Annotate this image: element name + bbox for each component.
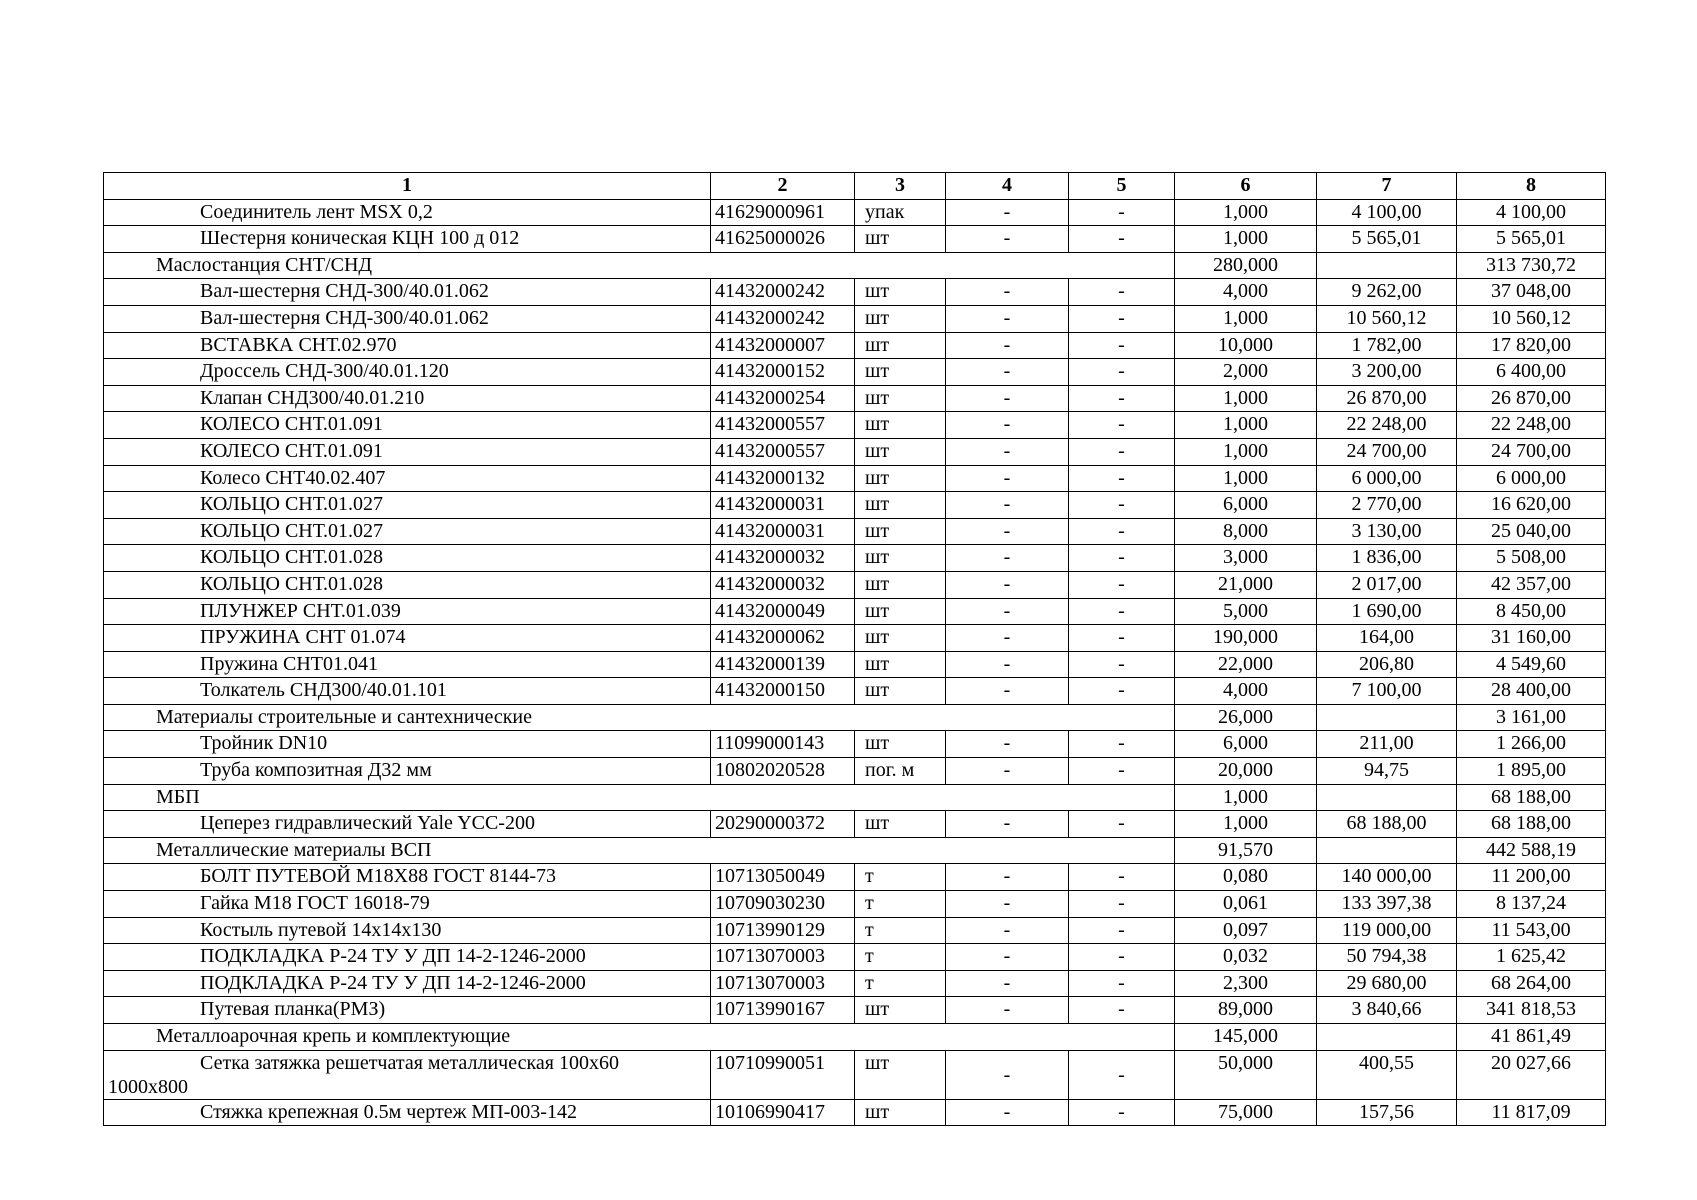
item-code: 10802020528 <box>711 758 855 785</box>
group-row <box>104 837 1606 864</box>
item-col4: - <box>946 651 1069 678</box>
item-unit: шт <box>855 305 946 332</box>
group-sum: 68 188,00 <box>1457 784 1606 811</box>
item-col5: - <box>1069 917 1175 944</box>
table-row <box>104 1099 1606 1126</box>
item-quantity: 22,000 <box>1175 651 1317 678</box>
table-row <box>104 811 1606 838</box>
group-sum: 313 730,72 <box>1457 252 1606 279</box>
item-name: БОЛТ ПУТЕВОЙ М18Х88 ГОСТ 8144-73 <box>104 864 711 891</box>
item-col4: - <box>946 359 1069 386</box>
table-row <box>104 598 1606 625</box>
item-code: 41432000557 <box>711 438 855 465</box>
item-sum: 341 818,53 <box>1457 997 1606 1024</box>
item-quantity: 0,061 <box>1175 891 1317 918</box>
item-quantity: 1,000 <box>1175 811 1317 838</box>
item-col4: - <box>946 758 1069 785</box>
item-unit: шт <box>855 438 946 465</box>
item-sum: 11 200,00 <box>1457 864 1606 891</box>
item-name: ПОДКЛАДКА Р-24 ТУ У ДП 14-2-1246-2000 <box>104 944 711 971</box>
group-quantity: 145,000 <box>1175 1024 1317 1051</box>
item-sum: 1 895,00 <box>1457 758 1606 785</box>
item-name: Толкатель СНД300/40.01.101 <box>104 678 711 705</box>
item-col5: - <box>1069 279 1175 306</box>
item-col5: - <box>1069 385 1175 412</box>
item-name: Стяжка крепежная 0.5м чертеж МП-003-142 <box>104 1099 711 1126</box>
item-quantity: 8,000 <box>1175 518 1317 545</box>
item-unit: пог. м <box>855 758 946 785</box>
item-col5: - <box>1069 598 1175 625</box>
item-quantity: 1,000 <box>1175 305 1317 332</box>
item-name: Дроссель СНД-300/40.01.120 <box>104 359 711 386</box>
item-quantity: 2,000 <box>1175 359 1317 386</box>
item-name: Колесо СНТ40.02.407 <box>104 465 711 492</box>
item-quantity: 190,000 <box>1175 625 1317 652</box>
item-code: 41432000032 <box>711 571 855 598</box>
item-unit: т <box>855 970 946 997</box>
item-sum: 20 027,66 <box>1457 1050 1606 1099</box>
item-price: 24 700,00 <box>1317 438 1457 465</box>
item-col5: - <box>1069 944 1175 971</box>
item-unit: шт <box>855 571 946 598</box>
item-name-line1: Сетка затяжка решетчатая металлическая 100х60 <box>200 1051 619 1074</box>
item-quantity: 0,097 <box>1175 917 1317 944</box>
group-row <box>104 784 1606 811</box>
item-sum: 37 048,00 <box>1457 279 1606 306</box>
item-col5: - <box>1069 412 1175 439</box>
item-price: 26 870,00 <box>1317 385 1457 412</box>
header-row <box>104 173 1606 200</box>
column-header: 4 <box>946 173 1069 200</box>
item-sum: 24 700,00 <box>1457 438 1606 465</box>
item-unit: т <box>855 891 946 918</box>
item-name: Вал-шестерня СНД-300/40.01.062 <box>104 279 711 306</box>
item-unit: шт <box>855 412 946 439</box>
group-name: Материалы строительные и сантехнические <box>104 704 1175 731</box>
item-unit: шт <box>855 518 946 545</box>
table-row <box>104 651 1606 678</box>
item-code: 41432000152 <box>711 359 855 386</box>
item-name: Цеперез гидравлический Yale YCC-200 <box>104 811 711 838</box>
item-quantity: 1,000 <box>1175 385 1317 412</box>
item-code: 41432000150 <box>711 678 855 705</box>
item-price: 400,55 <box>1317 1050 1457 1099</box>
item-sum: 4 549,60 <box>1457 651 1606 678</box>
item-price: 3 200,00 <box>1317 359 1457 386</box>
item-unit: шт <box>855 811 946 838</box>
item-unit: шт <box>855 997 946 1024</box>
item-sum: 28 400,00 <box>1457 678 1606 705</box>
item-quantity: 1,000 <box>1175 226 1317 253</box>
item-sum: 5 565,01 <box>1457 226 1606 253</box>
group-row <box>104 704 1606 731</box>
item-name: Труба композитная Д32 мм <box>104 758 711 785</box>
item-col5: - <box>1069 332 1175 359</box>
item-price: 1 836,00 <box>1317 545 1457 572</box>
item-code: 10713070003 <box>711 944 855 971</box>
item-code: 41629000961 <box>711 199 855 226</box>
item-col5: - <box>1069 651 1175 678</box>
item-unit: шт <box>855 1099 946 1126</box>
item-sum: 4 100,00 <box>1457 199 1606 226</box>
item-col4: - <box>946 545 1069 572</box>
item-col4: - <box>946 625 1069 652</box>
item-col5: - <box>1069 970 1175 997</box>
item-unit: шт <box>855 385 946 412</box>
item-col4: - <box>946 492 1069 519</box>
item-sum: 11 543,00 <box>1457 917 1606 944</box>
group-row <box>104 1024 1606 1051</box>
item-name <box>104 1050 711 1099</box>
column-header: 3 <box>855 173 946 200</box>
table-row <box>104 545 1606 572</box>
column-header: 1 <box>104 173 711 200</box>
item-quantity: 3,000 <box>1175 545 1317 572</box>
item-code: 41432000031 <box>711 492 855 519</box>
item-name: Гайка М18 ГОСТ 16018-79 <box>104 891 711 918</box>
item-price: 9 262,00 <box>1317 279 1457 306</box>
item-price: 7 100,00 <box>1317 678 1457 705</box>
column-header: 2 <box>711 173 855 200</box>
item-sum: 68 188,00 <box>1457 811 1606 838</box>
item-name: ВСТАВКА СНТ.02.970 <box>104 332 711 359</box>
table-row <box>104 412 1606 439</box>
item-unit: шт <box>855 332 946 359</box>
item-sum: 8 450,00 <box>1457 598 1606 625</box>
group-name: Металлические материалы ВСП <box>104 837 1175 864</box>
table-row <box>104 970 1606 997</box>
table-row <box>104 305 1606 332</box>
group-row <box>104 252 1606 279</box>
item-price: 6 000,00 <box>1317 465 1457 492</box>
item-sum: 6 000,00 <box>1457 465 1606 492</box>
item-code: 10106990417 <box>711 1099 855 1126</box>
item-unit: шт <box>855 598 946 625</box>
item-unit: упак <box>855 199 946 226</box>
item-quantity: 10,000 <box>1175 332 1317 359</box>
item-price: 157,56 <box>1317 1099 1457 1126</box>
group-name: Маслостанция СНТ/СНД <box>104 252 1175 279</box>
item-col5: - <box>1069 731 1175 758</box>
item-col4: - <box>946 385 1069 412</box>
item-unit: шт <box>855 492 946 519</box>
item-name: Вал-шестерня СНД-300/40.01.062 <box>104 305 711 332</box>
item-col5: - <box>1069 465 1175 492</box>
item-quantity: 4,000 <box>1175 678 1317 705</box>
item-code: 41432000032 <box>711 545 855 572</box>
item-sum: 8 137,24 <box>1457 891 1606 918</box>
item-col4: - <box>946 226 1069 253</box>
item-sum: 42 357,00 <box>1457 571 1606 598</box>
item-col5: - <box>1069 891 1175 918</box>
item-quantity: 50,000 <box>1175 1050 1317 1099</box>
column-header: 5 <box>1069 173 1175 200</box>
item-unit: шт <box>855 545 946 572</box>
item-unit: шт <box>855 651 946 678</box>
item-code: 11099000143 <box>711 731 855 758</box>
item-code: 41432000049 <box>711 598 855 625</box>
item-unit: т <box>855 944 946 971</box>
item-col4: - <box>946 279 1069 306</box>
item-col5: - <box>1069 864 1175 891</box>
item-quantity: 0,080 <box>1175 864 1317 891</box>
item-code: 41432000254 <box>711 385 855 412</box>
table-row <box>104 864 1606 891</box>
item-code: 10713070003 <box>711 970 855 997</box>
group-quantity: 280,000 <box>1175 252 1317 279</box>
item-col4: - <box>946 412 1069 439</box>
item-col4: - <box>946 598 1069 625</box>
item-col5: - <box>1069 305 1175 332</box>
item-name: Клапан СНД300/40.01.210 <box>104 385 711 412</box>
item-price: 206,80 <box>1317 651 1457 678</box>
item-code: 41432000139 <box>711 651 855 678</box>
item-col4: - <box>946 305 1069 332</box>
item-sum: 31 160,00 <box>1457 625 1606 652</box>
item-price: 2 017,00 <box>1317 571 1457 598</box>
item-col4: - <box>946 891 1069 918</box>
item-col4: - <box>946 465 1069 492</box>
item-name: ПОДКЛАДКА Р-24 ТУ У ДП 14-2-1246-2000 <box>104 970 711 997</box>
table-row <box>104 917 1606 944</box>
item-sum: 17 820,00 <box>1457 332 1606 359</box>
table-row <box>104 359 1606 386</box>
group-quantity: 26,000 <box>1175 704 1317 731</box>
item-col4: - <box>946 199 1069 226</box>
item-name: Пружина СНТ01.041 <box>104 651 711 678</box>
item-name: КОЛЬЦО СНТ.01.028 <box>104 545 711 572</box>
item-sum: 22 248,00 <box>1457 412 1606 439</box>
item-price: 5 565,01 <box>1317 226 1457 253</box>
item-col4: - <box>946 731 1069 758</box>
item-unit: шт <box>855 678 946 705</box>
item-price: 68 188,00 <box>1317 811 1457 838</box>
item-unit: шт <box>855 731 946 758</box>
item-quantity: 6,000 <box>1175 492 1317 519</box>
item-col5: - <box>1069 438 1175 465</box>
item-col5: - <box>1069 518 1175 545</box>
item-price: 94,75 <box>1317 758 1457 785</box>
item-code: 41432000242 <box>711 279 855 306</box>
table-row <box>104 492 1606 519</box>
item-code: 41432000557 <box>711 412 855 439</box>
item-code: 10713990129 <box>711 917 855 944</box>
item-price: 29 680,00 <box>1317 970 1457 997</box>
group-sum: 3 161,00 <box>1457 704 1606 731</box>
item-name: ПРУЖИНА СНТ 01.074 <box>104 625 711 652</box>
item-col4: - <box>946 1099 1069 1126</box>
column-header: 6 <box>1175 173 1317 200</box>
item-sum: 6 400,00 <box>1457 359 1606 386</box>
item-price: 133 397,38 <box>1317 891 1457 918</box>
item-sum: 11 817,09 <box>1457 1099 1606 1126</box>
item-col4: - <box>946 970 1069 997</box>
item-price: 3 840,66 <box>1317 997 1457 1024</box>
table-row <box>104 199 1606 226</box>
item-col5: - <box>1069 359 1175 386</box>
item-quantity: 89,000 <box>1175 997 1317 1024</box>
item-code: 41432000242 <box>711 305 855 332</box>
item-price: 164,00 <box>1317 625 1457 652</box>
item-unit: шт <box>855 1050 946 1099</box>
item-price: 3 130,00 <box>1317 518 1457 545</box>
item-quantity: 1,000 <box>1175 438 1317 465</box>
item-col5: - <box>1069 758 1175 785</box>
item-code: 20290000372 <box>711 811 855 838</box>
item-col4: - <box>946 997 1069 1024</box>
item-col4: - <box>946 864 1069 891</box>
table-row <box>104 332 1606 359</box>
item-unit: шт <box>855 465 946 492</box>
column-header: 8 <box>1457 173 1606 200</box>
item-code: 41432000132 <box>711 465 855 492</box>
item-price: 119 000,00 <box>1317 917 1457 944</box>
table-row <box>104 758 1606 785</box>
item-sum: 68 264,00 <box>1457 970 1606 997</box>
table-row <box>104 1050 1606 1099</box>
item-unit: шт <box>855 359 946 386</box>
item-name: Путевая планка(РМЗ) <box>104 997 711 1024</box>
item-price: 140 000,00 <box>1317 864 1457 891</box>
item-col5: - <box>1069 545 1175 572</box>
table-row <box>104 571 1606 598</box>
item-col5: - <box>1069 997 1175 1024</box>
item-price: 10 560,12 <box>1317 305 1457 332</box>
materials-table <box>103 172 1606 1126</box>
item-name: КОЛЬЦО СНТ.01.027 <box>104 518 711 545</box>
item-code: 41432000031 <box>711 518 855 545</box>
group-sum: 442 588,19 <box>1457 837 1606 864</box>
item-name: КОЛЬЦО СНТ.01.027 <box>104 492 711 519</box>
item-col5: - <box>1069 226 1175 253</box>
item-name-line2: 1000х800 <box>108 1075 188 1098</box>
item-unit: шт <box>855 279 946 306</box>
table-row <box>104 731 1606 758</box>
item-name: Соединитель лент MSX 0,2 <box>104 199 711 226</box>
group-name: Металлоарочная крепь и комплектующие <box>104 1024 1175 1051</box>
item-col4: - <box>946 332 1069 359</box>
item-code: 10713050049 <box>711 864 855 891</box>
item-sum: 1 266,00 <box>1457 731 1606 758</box>
item-code: 41625000026 <box>711 226 855 253</box>
item-col4: - <box>946 438 1069 465</box>
table-body <box>104 199 1606 1126</box>
table-row <box>104 385 1606 412</box>
column-header: 7 <box>1317 173 1457 200</box>
item-code: 41432000062 <box>711 625 855 652</box>
item-quantity: 2,300 <box>1175 970 1317 997</box>
item-col4: - <box>946 944 1069 971</box>
item-col4: - <box>946 518 1069 545</box>
item-col4: - <box>946 1050 1069 1099</box>
item-quantity: 1,000 <box>1175 199 1317 226</box>
table-row <box>104 518 1606 545</box>
item-name: Шестерня коническая КЦН 100 д 012 <box>104 226 711 253</box>
table-row <box>104 891 1606 918</box>
item-col5: - <box>1069 571 1175 598</box>
item-price: 1 782,00 <box>1317 332 1457 359</box>
table-row <box>104 944 1606 971</box>
item-col5: - <box>1069 678 1175 705</box>
item-col4: - <box>946 571 1069 598</box>
item-code: 10710990051 <box>711 1050 855 1099</box>
item-code: 41432000007 <box>711 332 855 359</box>
table-row <box>104 678 1606 705</box>
item-quantity: 75,000 <box>1175 1099 1317 1126</box>
table-row <box>104 438 1606 465</box>
group-price <box>1317 784 1457 811</box>
item-col5: - <box>1069 199 1175 226</box>
group-name: МБП <box>104 784 1175 811</box>
item-quantity: 6,000 <box>1175 731 1317 758</box>
item-quantity: 21,000 <box>1175 571 1317 598</box>
group-sum: 41 861,49 <box>1457 1024 1606 1051</box>
item-price: 2 770,00 <box>1317 492 1457 519</box>
item-name: КОЛЕСО СНТ.01.091 <box>104 412 711 439</box>
item-price: 50 794,38 <box>1317 944 1457 971</box>
item-price: 211,00 <box>1317 731 1457 758</box>
item-name: Костыль путевой 14х14х130 <box>104 917 711 944</box>
group-price <box>1317 1024 1457 1051</box>
item-sum: 16 620,00 <box>1457 492 1606 519</box>
item-quantity: 1,000 <box>1175 465 1317 492</box>
item-name: ПЛУНЖЕР СНТ.01.039 <box>104 598 711 625</box>
item-quantity: 0,032 <box>1175 944 1317 971</box>
item-unit: т <box>855 864 946 891</box>
item-sum: 5 508,00 <box>1457 545 1606 572</box>
item-col5: - <box>1069 811 1175 838</box>
table-row <box>104 279 1606 306</box>
item-price: 22 248,00 <box>1317 412 1457 439</box>
item-quantity: 5,000 <box>1175 598 1317 625</box>
table-row <box>104 997 1606 1024</box>
table-row <box>104 465 1606 492</box>
item-sum: 25 040,00 <box>1457 518 1606 545</box>
item-unit: шт <box>855 226 946 253</box>
item-quantity: 20,000 <box>1175 758 1317 785</box>
item-col4: - <box>946 811 1069 838</box>
group-price <box>1317 252 1457 279</box>
item-quantity: 1,000 <box>1175 412 1317 439</box>
group-quantity: 1,000 <box>1175 784 1317 811</box>
item-col5: - <box>1069 625 1175 652</box>
item-quantity: 4,000 <box>1175 279 1317 306</box>
item-col5: - <box>1069 1050 1175 1099</box>
item-name: Тройник DN10 <box>104 731 711 758</box>
item-code: 10713990167 <box>711 997 855 1024</box>
table-row <box>104 625 1606 652</box>
item-name: КОЛЬЦО СНТ.01.028 <box>104 571 711 598</box>
group-quantity: 91,570 <box>1175 837 1317 864</box>
item-price: 1 690,00 <box>1317 598 1457 625</box>
item-col4: - <box>946 678 1069 705</box>
table-row <box>104 226 1606 253</box>
item-unit: т <box>855 917 946 944</box>
item-sum: 10 560,12 <box>1457 305 1606 332</box>
group-price <box>1317 704 1457 731</box>
item-col5: - <box>1069 1099 1175 1126</box>
item-sum: 1 625,42 <box>1457 944 1606 971</box>
item-name: КОЛЕСО СНТ.01.091 <box>104 438 711 465</box>
item-unit: шт <box>855 625 946 652</box>
item-price: 4 100,00 <box>1317 199 1457 226</box>
item-sum: 26 870,00 <box>1457 385 1606 412</box>
item-col4: - <box>946 917 1069 944</box>
item-code: 10709030230 <box>711 891 855 918</box>
group-price <box>1317 837 1457 864</box>
item-col5: - <box>1069 492 1175 519</box>
